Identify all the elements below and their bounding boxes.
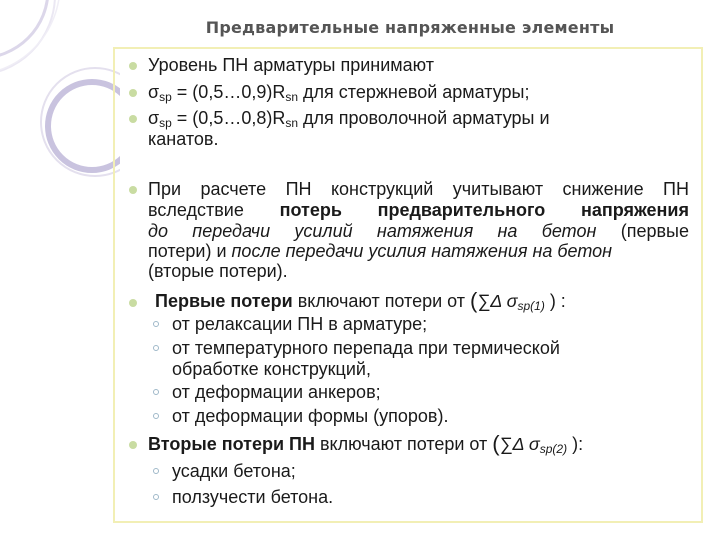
subscript: sn xyxy=(285,90,299,104)
text: вследствие xyxy=(148,200,280,220)
subscript: sp xyxy=(159,90,172,104)
bold-text: потерь предварительного напряжения xyxy=(279,200,690,220)
sigma-symbol: σ xyxy=(148,82,160,102)
bullet xyxy=(129,299,137,307)
text: ) : xyxy=(544,291,566,311)
text: = (0,5…0,8)R xyxy=(171,108,286,128)
subscript: sp(1) xyxy=(517,299,545,313)
list-item: ползучести бетона. xyxy=(172,487,334,507)
sum-symbol: ∑Δ σ xyxy=(499,434,540,454)
subscript: sp(2) xyxy=(539,442,568,456)
sub-bullet xyxy=(153,389,159,395)
text-line: Уровень ПН арматуры принимают xyxy=(148,55,435,75)
bullet xyxy=(129,62,137,70)
text: для проволочной арматуры и xyxy=(298,108,550,128)
paren: ( xyxy=(492,431,500,456)
sub-bullet xyxy=(153,321,159,327)
bold-text: Первые потери xyxy=(155,291,293,311)
list-item: обработке конструкций, xyxy=(172,359,371,379)
list-item: от релаксации ПН в арматуре; xyxy=(172,314,428,334)
sigma-symbol: σ xyxy=(148,108,160,128)
sum-symbol: ∑Δ σ xyxy=(477,291,518,311)
list-item: усадки бетона; xyxy=(172,461,296,481)
decorative-circles xyxy=(0,0,120,200)
text: ): xyxy=(567,434,584,454)
list-item: от деформации анкеров; xyxy=(172,382,381,402)
bullet xyxy=(129,89,137,97)
text-line: канатов. xyxy=(148,129,219,149)
text-line xyxy=(148,241,612,262)
text-line xyxy=(148,221,689,242)
text-line: (вторые потери). xyxy=(148,261,288,281)
sub-bullet xyxy=(153,468,159,474)
bullet xyxy=(129,186,137,194)
subscript: sn xyxy=(285,116,299,130)
italic-text: после передачи усилия натяжения на бетон xyxy=(231,241,613,261)
text: потери) и xyxy=(148,241,232,261)
sub-bullet xyxy=(153,494,159,500)
text: включают потери от xyxy=(292,291,471,311)
slide-title: Предварительные напряженные элементы xyxy=(205,18,615,37)
sub-bullet xyxy=(153,345,159,351)
bold-text: Вторые потери ПН xyxy=(148,434,315,454)
text-line xyxy=(148,200,689,221)
subscript: sp xyxy=(159,116,172,130)
formula-line xyxy=(148,82,529,108)
first-losses-line xyxy=(155,290,566,317)
text-line: При расчете ПН конструкций учитывают снижение ПН xyxy=(148,179,689,199)
bullet xyxy=(129,115,137,123)
bullet xyxy=(129,441,137,449)
list-item: от деформации формы (упоров). xyxy=(172,406,449,426)
text: (первые xyxy=(596,221,689,241)
list-item: от температурного перепада при термической xyxy=(172,338,560,358)
italic-text: до передачи усилий натяжения на бетон xyxy=(148,221,597,241)
text: = (0,5…0,9)R xyxy=(171,82,286,102)
text: включают потери от xyxy=(314,434,493,454)
sub-bullet xyxy=(153,413,159,419)
paren: ( xyxy=(470,288,478,313)
second-losses-line xyxy=(148,433,583,460)
text: для стержневой арматуры; xyxy=(298,82,530,102)
